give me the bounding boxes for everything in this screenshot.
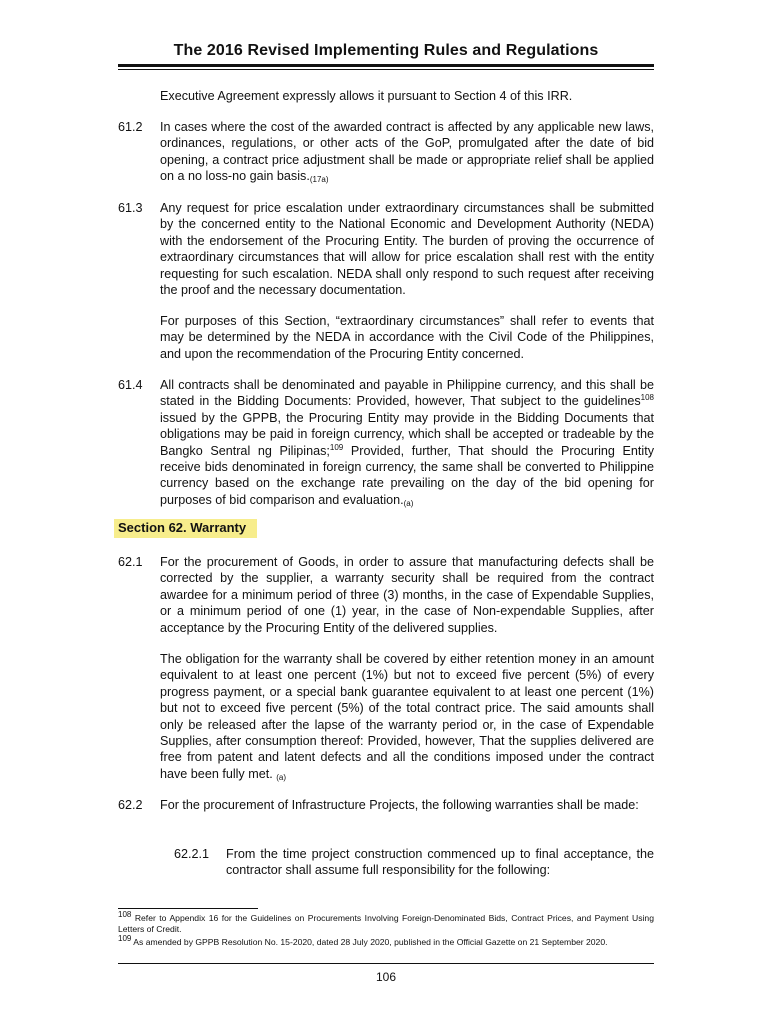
clause-number-62-2: 62.2 bbox=[118, 798, 143, 812]
clause-61-4-reference: (a) bbox=[403, 498, 414, 508]
page-header-title: The 2016 Revised Implementing Rules and Regulations bbox=[173, 42, 599, 59]
page-number: 106 bbox=[375, 970, 397, 984]
clause-62-2-1-text: From the time project construction commenced up to final acceptance, the contractor shall assume full responsibility for the following: bbox=[226, 847, 654, 878]
section-heading-text: Section 62. Warranty bbox=[118, 520, 247, 535]
footnote-109: 109 As amended by GPPB Resolution No. 15-2020, dated 28 July 2020, published in the Official Gazette on 21 September 2020. bbox=[118, 934, 608, 947]
clause-61-2-text: In cases where the cost of the awarded contract is affected by any applicable new laws, ordinances, regulations, or other acts of the GoP, promulgated after the date of bid opening, a contract price adjustment shall be made or appropriate relief shall be applied on a no loss-no gain basis.(17a) bbox=[160, 120, 654, 185]
footnote-ref-108[interactable]: 108 bbox=[640, 393, 654, 403]
clause-number-61-4: 61.4 bbox=[118, 378, 143, 392]
clause-62-1-warranty-obligation: The obligation for the warranty shall be covered by either retention money in an amount equivalent to at least one percent (1%) but not to exceed five percent (5%) of every progress payment, or a special bank guarantee equivalent to at least one percent (1%) but not to exceed five percent (5%) of the total contract price. The said amounts shall only be released after the lapse of the warranty period or, in the case of Expendable Supplies, after consumption thereof: Provided, however, That the supplies delivered are free from patent and latent defects and all the conditions imposed under the contract have been fully met. (a) bbox=[160, 652, 654, 782]
clause-61-2-reference: (17a) bbox=[309, 175, 329, 185]
footnote-separator bbox=[118, 908, 258, 909]
clause-61-4-text: All contracts shall be denominated and payable in Philippine currency, and this shall be stated in the Bidding Documents: Provided, however, That subject to the guidelines$^{108}$ issued by the GPPB, the Procuring Entity may provide in the Bidding Documents that obligations may be paid in foreign currency, which shall be accepted or tradeable by the Bangko Sentral ng Pilipinas;$^{109}$ Provided, further, That should the Procuring Entity receive bids denominated in foreign currency, the same shall be converted to Philippine currency based on the exchange rate prevailing on the day of the bid opening for purposes of bid comparison and evaluation.(a) bbox=[160, 378, 654, 508]
carryover-paragraph: Executive Agreement expressly allows it pursuant to Section 4 of this IRR. bbox=[160, 89, 573, 103]
footnote-mark-108: 108 bbox=[118, 910, 132, 920]
clause-number-61-2: 61.2 bbox=[118, 120, 143, 134]
footnote-ref-109[interactable]: 109 bbox=[329, 442, 344, 452]
clause-62-1-reference: (a) bbox=[276, 772, 286, 782]
clause-62-1-text: For the procurement of Goods, in order to assure that manufacturing defects shall be corrected by the supplier, a warranty security shall be required from the contract awardee for a minimum period of three (3) months, in the case of Expendable Supplies, or a minimum period of one (1) year, in the case of Non-expendable Supplies, after acceptance by the Procuring Entity of the delivered supplies. bbox=[160, 555, 654, 635]
clause-number-61-3: 61.3 bbox=[118, 201, 143, 215]
clause-number-62-2-1: 62.2.1 bbox=[174, 847, 210, 861]
footnote-mark-109: 109 bbox=[118, 934, 132, 944]
clause-number-62-1: 62.1 bbox=[118, 555, 143, 569]
footnote-108: 108 Refer to Appendix 16 for the Guidelines on Procurements Involving Foreign-Denominated Bids, Contract Prices, and Payment Using Letters of Credit. bbox=[118, 910, 654, 934]
clause-62-2-text: For the procurement of Infrastructure Projects, the following warranties shall be made: bbox=[160, 798, 639, 812]
clause-61-3-text: Any request for price escalation under extraordinary circumstances shall be submitted by the concerned entity to the National Economic and Development Authority (NEDA) with the endorsement of the Procuring Entity. The burden of proving the occurrence of extraordinary circumstances that will allow for price escalation shall rest with the entity requesting for such escalation. NEDA shall only respond to such request after receiving the proof and the necessary documentation. bbox=[160, 201, 654, 298]
header-rule-thick bbox=[118, 64, 654, 67]
footer-rule bbox=[118, 963, 654, 964]
section-62-heading bbox=[114, 519, 257, 538]
clause-61-3-definition: For purposes of this Section, “extraordinary circumstances” shall refer to events that may be determined by the NEDA in accordance with the Civil Code of the Philippines, and upon the recommendation of the Procuring Entity concerned. bbox=[160, 314, 654, 361]
header-rule-thin bbox=[118, 69, 654, 70]
